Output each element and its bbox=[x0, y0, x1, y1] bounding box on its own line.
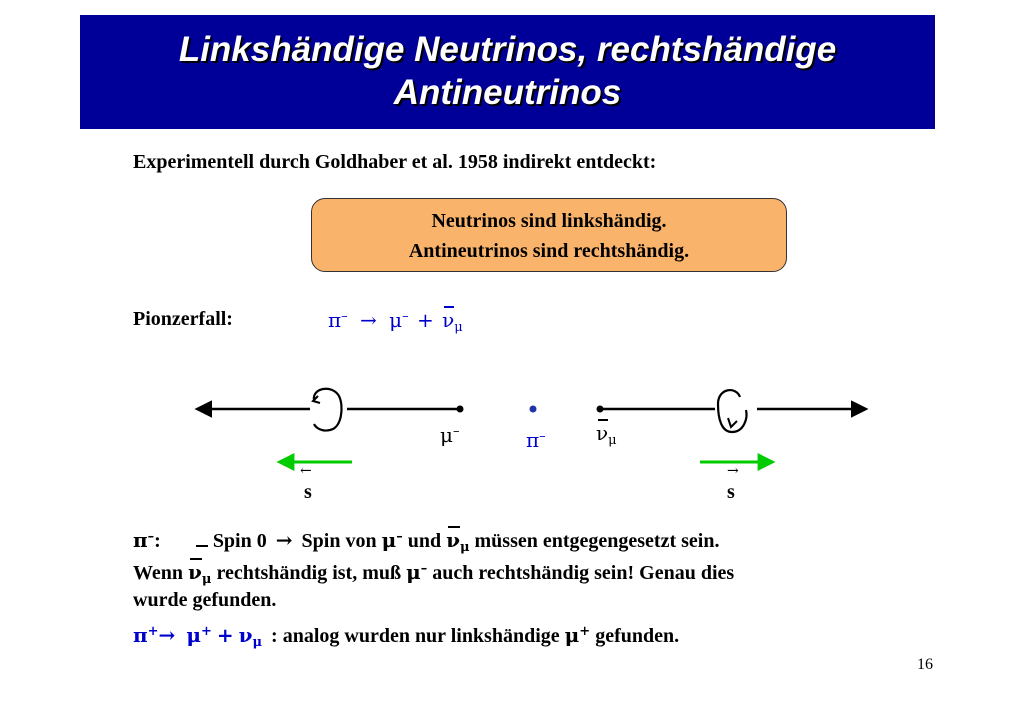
spin-left-arrow-glyph: ← bbox=[300, 463, 312, 479]
text-line-3: wurde gefunden. bbox=[133, 589, 277, 611]
muon-label: μ– bbox=[440, 423, 460, 447]
page-number: 16 bbox=[917, 656, 933, 673]
spin-left-label: s bbox=[304, 481, 312, 503]
spin-right-arrow-glyph: → bbox=[727, 463, 739, 479]
plus-sign: + bbox=[417, 308, 434, 332]
text-line-4: $\pi^+\to \mu^+ + \nu_\mu$ : analog wurden nur linkshändige μ+ gefunden. bbox=[133, 623, 680, 650]
callout-line-1: Neutrinos sind linkshändig. bbox=[431, 210, 667, 232]
pi-symbol: π bbox=[328, 308, 342, 332]
pi-charge: – bbox=[341, 309, 348, 324]
muon-spin-loop bbox=[314, 389, 342, 431]
slide-title-line-2: Antineutrinos bbox=[393, 73, 622, 112]
callout-line-2: Antineutrinos sind rechtshändig. bbox=[408, 240, 690, 262]
mu-symbol: μ bbox=[389, 308, 403, 332]
antineutrino-symbol: ν bbox=[442, 308, 455, 332]
neutrino-label: $\nu_\mu$ bbox=[596, 421, 617, 448]
spin-right-label: s bbox=[727, 481, 735, 503]
text-line-1: π–: Spin 0 → Spin von μ– und $\nu_\mu$ müssen entgegengesetzt sein. bbox=[133, 528, 720, 555]
mu-charge: – bbox=[402, 309, 409, 324]
slide-title-line-1: Linkshändige Neutrinos, rechtshändige bbox=[178, 30, 837, 69]
muon-dot bbox=[457, 406, 464, 413]
pion-decay-label: Pionzerfall: bbox=[133, 308, 233, 330]
text-line-2: Wenn $\nu_\mu$ rechtshändig ist, muß μ– auch rechtshändig sein! Genau dies bbox=[133, 560, 735, 587]
pion-dot bbox=[530, 406, 537, 413]
intro-text: Experimentell durch Goldhaber et al. 1958 indirekt entdeckt: bbox=[133, 151, 657, 173]
pion-label: π– bbox=[526, 428, 546, 452]
decay-arrow: → bbox=[360, 308, 377, 332]
antineutrino-sub: μ bbox=[454, 320, 463, 335]
